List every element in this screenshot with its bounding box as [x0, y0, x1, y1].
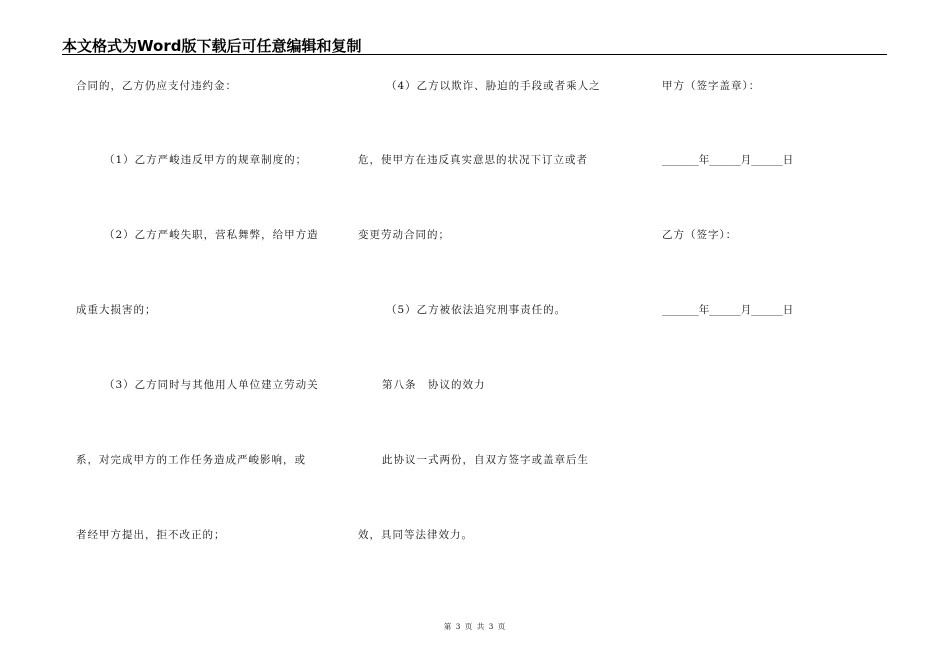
col2-line-4: （5）乙方被依法追究刑事责任的。: [386, 304, 567, 316]
col1-line-5: （3）乙方同时与其他用人单位建立劳动关: [104, 379, 319, 391]
col2-line-2: 危，使甲方在违反真实意思的状况下订立或者: [358, 154, 588, 166]
header-divider: [62, 54, 887, 55]
col1-line-6: 系，对完成甲方的工作任务造成严峻影响，或: [76, 454, 306, 466]
col2-line-1: （4）乙方以欺诈、胁迫的手段或者乘人之: [386, 80, 601, 92]
col2-heading-article-8: 第八条 协议的效力: [382, 379, 486, 391]
party-a-signature-label: 甲方（签字盖章）：: [662, 80, 761, 92]
col1-line-3: （2）乙方严峻失职，营私舞弊，给甲方造: [104, 229, 319, 241]
party-b-date-line: _______年______月______日: [662, 304, 794, 316]
col2-line-3: 变更劳动合同的；: [358, 229, 450, 241]
col2-line-6: 此协议一式两份，自双方签字或盖章后生: [382, 454, 589, 466]
col1-line-4: 成重大损害的；: [76, 304, 157, 316]
col1-line-7: 者经甲方提出，拒不改正的；: [76, 529, 226, 541]
col1-line-2: （1）乙方严峻违反甲方的规章制度的；: [104, 154, 308, 166]
header-title: 本文格式为Word版下载后可任意编辑和复制: [62, 37, 362, 55]
party-a-date-line: _______年______月______日: [662, 154, 794, 166]
party-b-signature-label: 乙方（签字）：: [662, 229, 738, 241]
col1-line-1: 合同的，乙方仍应支付违约金：: [76, 80, 237, 92]
col2-line-7: 效，具同等法律效力。: [358, 529, 473, 541]
page-number: 第 3 页 共 3 页: [443, 622, 507, 631]
